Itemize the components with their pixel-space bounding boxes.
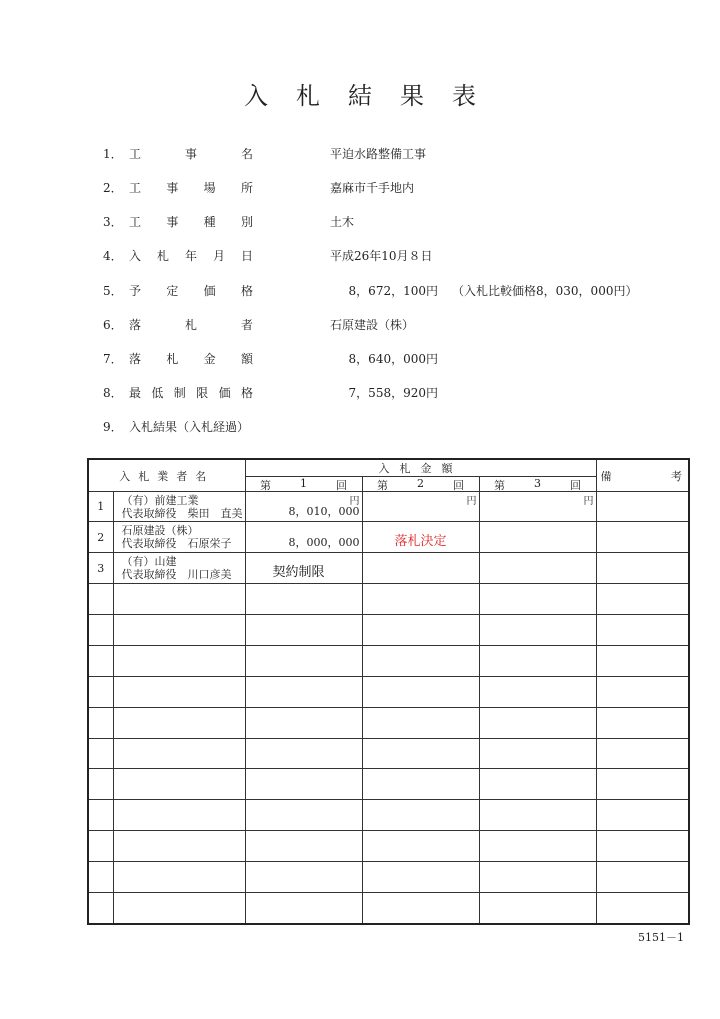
remarks-cell — [596, 584, 689, 615]
info-label-char: 額 — [240, 352, 253, 366]
table-row — [88, 522, 689, 553]
info-label-char: 制 — [173, 386, 186, 400]
header-remarks-char: 考 — [671, 470, 683, 483]
row-number — [88, 677, 113, 708]
bid-amount-round-3 — [479, 739, 596, 769]
bidder-cell — [113, 584, 245, 615]
info-label-char: 落 — [129, 318, 142, 332]
info-number: 6． — [103, 318, 123, 332]
remarks-cell — [596, 615, 689, 646]
info-label-char: 種 — [203, 215, 216, 229]
remarks-cell — [596, 677, 689, 708]
bid-amount-round-3 — [479, 677, 596, 708]
price-amount: 8，640，000円 — [348, 352, 438, 366]
row-number — [88, 831, 113, 862]
bid-amount-round-2 — [362, 615, 479, 646]
info-row — [103, 213, 703, 233]
info-label-char: 低 — [151, 386, 164, 400]
info-label — [129, 418, 329, 435]
info-label-char: 工 — [129, 147, 142, 161]
header-remarks-char: 備 — [600, 470, 612, 483]
round-label-part: 回 — [570, 479, 581, 492]
bid-amount-round-2 — [362, 492, 479, 522]
bid-amount-round-3 — [479, 584, 596, 615]
bid-amount-round-1 — [245, 862, 362, 893]
table-row — [88, 800, 689, 831]
round-label-part: 2 — [417, 477, 424, 490]
bidder-cell — [113, 646, 245, 677]
info-value — [330, 384, 438, 401]
info-number: 1． — [103, 147, 123, 161]
bid-amount-round-2 — [362, 739, 479, 769]
info-label-char: 入 — [129, 249, 142, 263]
bidder-company: 石原建設（株） — [121, 524, 199, 537]
info-row — [103, 282, 703, 302]
info-label — [129, 384, 253, 401]
bidder-cell — [113, 708, 245, 739]
info-row — [103, 145, 703, 165]
row-number: 3 — [88, 553, 113, 584]
info-row — [103, 179, 703, 199]
info-label — [129, 145, 253, 162]
info-label-char: 価 — [203, 284, 216, 298]
info-number: 7． — [103, 352, 123, 366]
bid-amount-round-2 — [362, 862, 479, 893]
bid-amount-round-2 — [362, 893, 479, 924]
round-label-part: 第 — [260, 479, 271, 492]
bidder-representative: 代表取締役 川口彦美 — [121, 568, 232, 581]
table-row — [88, 677, 689, 708]
remarks-cell — [596, 893, 689, 924]
bid-amount-round-3 — [479, 646, 596, 677]
header-round-3 — [479, 477, 596, 492]
info-number: 3． — [103, 215, 123, 229]
header-round-2 — [362, 477, 479, 492]
bidder-representative: 代表取締役 石原栄子 — [121, 537, 232, 550]
info-label-char: 札 — [184, 318, 197, 332]
table-row — [88, 492, 689, 522]
info-row — [103, 316, 703, 336]
bid-amount-round-2 — [362, 584, 479, 615]
bid-amount-round-3 — [479, 708, 596, 739]
bidder-company: （有）山建 — [121, 555, 177, 568]
bid-amount-round-3 — [479, 769, 596, 800]
yen-unit: 円 — [466, 496, 477, 507]
bidder-cell — [113, 492, 245, 522]
table-row — [88, 739, 689, 769]
title-char: 札 — [296, 82, 348, 110]
bid-amount-round-2 — [362, 800, 479, 831]
bid-amount-round-3 — [479, 615, 596, 646]
info-label-char: 限 — [196, 386, 209, 400]
remarks-cell — [596, 553, 689, 584]
info-value: 嘉麻市千手地内 — [330, 181, 415, 195]
round-label-part: 回 — [453, 479, 464, 492]
info-label-char: 場 — [203, 181, 216, 195]
info-label-char: 年 — [184, 249, 197, 263]
row-number — [88, 739, 113, 769]
bid-amount-round-1 — [245, 492, 362, 522]
info-label-char: 月 — [212, 249, 225, 263]
bidder-cell — [113, 831, 245, 862]
round-label-part: 1 — [300, 477, 307, 490]
info-row — [103, 247, 703, 267]
info-number: 9． — [103, 420, 123, 434]
bidder-cell — [113, 522, 245, 553]
bid-amount-round-1 — [245, 553, 362, 584]
remarks-cell — [596, 769, 689, 800]
round-label-part: 回 — [336, 479, 347, 492]
bid-amount-round-3 — [479, 492, 596, 522]
price-amount: 8，672，100円 — [348, 284, 438, 298]
row-number — [88, 584, 113, 615]
table-row — [88, 831, 689, 862]
info-value — [330, 350, 438, 367]
info-label-char: 事 — [166, 215, 179, 229]
bid-amount-round-1 — [245, 893, 362, 924]
info-label-char: 所 — [240, 181, 253, 195]
header-bid-amount: 入札金額 — [245, 459, 596, 477]
table-row — [88, 584, 689, 615]
title-char: 入 — [244, 82, 296, 110]
header-bidder-name: 入札業者名 — [88, 459, 245, 492]
bid-amount-round-1 — [245, 646, 362, 677]
row-number — [88, 769, 113, 800]
bid-amount-round-3 — [479, 522, 596, 553]
table-row — [88, 769, 689, 800]
row-number — [88, 800, 113, 831]
info-value: 平迫水路整備工事 — [330, 147, 427, 161]
info-value — [330, 282, 638, 299]
award-decision-mark: 落札決定 — [394, 534, 447, 549]
table-row — [88, 646, 689, 677]
row-number — [88, 646, 113, 677]
table-row — [88, 708, 689, 739]
round-label-part: 第 — [494, 479, 505, 492]
info-label-char: 定 — [166, 284, 179, 298]
row-number: 2 — [88, 522, 113, 553]
info-number: 8． — [103, 386, 123, 400]
info-number: 4． — [103, 249, 123, 263]
table-row — [88, 893, 689, 924]
bidder-cell — [113, 739, 245, 769]
remarks-cell — [596, 831, 689, 862]
info-row — [103, 384, 703, 404]
compare-price-amount: 8，030，000円） — [536, 284, 638, 298]
bid-amount-round-3 — [479, 862, 596, 893]
info-label — [129, 282, 253, 299]
remarks-cell — [596, 862, 689, 893]
bid-amount-round-3 — [479, 893, 596, 924]
bid-amount-round-2 — [362, 708, 479, 739]
bid-amount-round-2 — [362, 677, 479, 708]
price-amount: 7，558，920円 — [348, 386, 438, 400]
bidder-representative: 代表取締役 柴田 直美 — [121, 506, 243, 520]
table-row — [88, 615, 689, 646]
info-label-char: 価 — [218, 386, 231, 400]
info-label-char: 入札結果（入札経過） — [129, 420, 250, 434]
info-number: 2． — [103, 181, 123, 195]
info-label — [129, 247, 253, 264]
remarks-cell — [596, 492, 689, 522]
remarks-cell — [596, 800, 689, 831]
info-label — [129, 316, 253, 333]
header-remarks — [596, 459, 689, 492]
info-label-char: 事 — [184, 147, 197, 161]
remarks-cell — [596, 739, 689, 769]
info-number: 5． — [103, 284, 123, 298]
info-label-char: 工 — [129, 215, 142, 229]
bid-amount-round-2 — [362, 831, 479, 862]
row-number: 1 — [88, 492, 113, 522]
title-char: 果 — [400, 82, 452, 110]
yen-unit: 円 — [583, 496, 594, 507]
bidder-cell — [113, 800, 245, 831]
info-label — [129, 213, 253, 230]
info-label-char: 予 — [129, 284, 142, 298]
contract-restriction-mark: 契約制限 — [272, 565, 325, 580]
row-number — [88, 708, 113, 739]
bid-amount-round-1 — [245, 800, 362, 831]
bid-amount-round-3 — [479, 831, 596, 862]
info-label-char: 最 — [129, 386, 142, 400]
page-title — [0, 76, 720, 111]
title-char: 結 — [348, 82, 400, 110]
info-label-char: 名 — [240, 147, 253, 161]
info-label-char: 格 — [240, 386, 253, 400]
bidder-cell — [113, 553, 245, 584]
table-row — [88, 862, 689, 893]
info-label-char: 格 — [240, 284, 253, 298]
info-row — [103, 418, 703, 438]
bid-amount-round-1 — [245, 677, 362, 708]
bidder-company: （有）前建工業 — [121, 493, 199, 507]
info-label-char: 日 — [240, 249, 253, 263]
bid-amount-round-1 — [245, 584, 362, 615]
row-number — [88, 615, 113, 646]
bidder-cell — [113, 893, 245, 924]
info-value: 石原建設（株） — [330, 318, 415, 332]
info-label-char: 金 — [203, 352, 216, 366]
info-value: 土木 — [330, 215, 355, 229]
title-char: 表 — [452, 82, 504, 110]
info-row — [103, 350, 703, 370]
bidder-cell — [113, 862, 245, 893]
bid-amount-round-2 — [362, 522, 479, 553]
info-label-char: 別 — [240, 215, 253, 229]
info-label — [129, 350, 253, 367]
bidder-cell — [113, 677, 245, 708]
bid-amount-round-1 — [245, 831, 362, 862]
info-label — [129, 179, 253, 196]
bid-amount-round-1 — [245, 739, 362, 769]
bid-amount-round-3 — [479, 553, 596, 584]
row-number — [88, 893, 113, 924]
footer-code: 5151－1 — [638, 931, 684, 944]
round-label-part: 3 — [534, 477, 541, 490]
bid-amount-round-1 — [245, 769, 362, 800]
remarks-cell — [596, 522, 689, 553]
bid-amount-round-2 — [362, 769, 479, 800]
remarks-cell — [596, 646, 689, 677]
info-label-char: 工 — [129, 181, 142, 195]
remarks-cell — [596, 708, 689, 739]
compare-price-label: （入札比較価格 — [452, 284, 537, 298]
bid-amount-round-2 — [362, 553, 479, 584]
bidder-cell — [113, 769, 245, 800]
yen-unit: 円 — [349, 496, 360, 507]
info-label-char: 事 — [166, 181, 179, 195]
bid-amount-round-1 — [245, 708, 362, 739]
info-label-char: 札 — [156, 249, 169, 263]
row-number — [88, 862, 113, 893]
table-row — [88, 553, 689, 584]
header-round-1 — [245, 477, 362, 492]
bid-amount-round-1 — [245, 615, 362, 646]
bid-amount: 8，000，000 — [288, 536, 360, 549]
bid-amount-round-3 — [479, 800, 596, 831]
info-label-char: 落 — [129, 352, 142, 366]
bidder-cell — [113, 615, 245, 646]
bid-amount-round-1 — [245, 522, 362, 553]
bid-amount: 8，010，000 — [288, 505, 360, 518]
info-label-char: 札 — [166, 352, 179, 366]
round-label-part: 第 — [377, 479, 388, 492]
info-value: 平成26年10月８日 — [330, 249, 433, 263]
info-label-char: 者 — [240, 318, 253, 332]
bid-result-table — [87, 458, 690, 925]
bid-amount-round-2 — [362, 646, 479, 677]
